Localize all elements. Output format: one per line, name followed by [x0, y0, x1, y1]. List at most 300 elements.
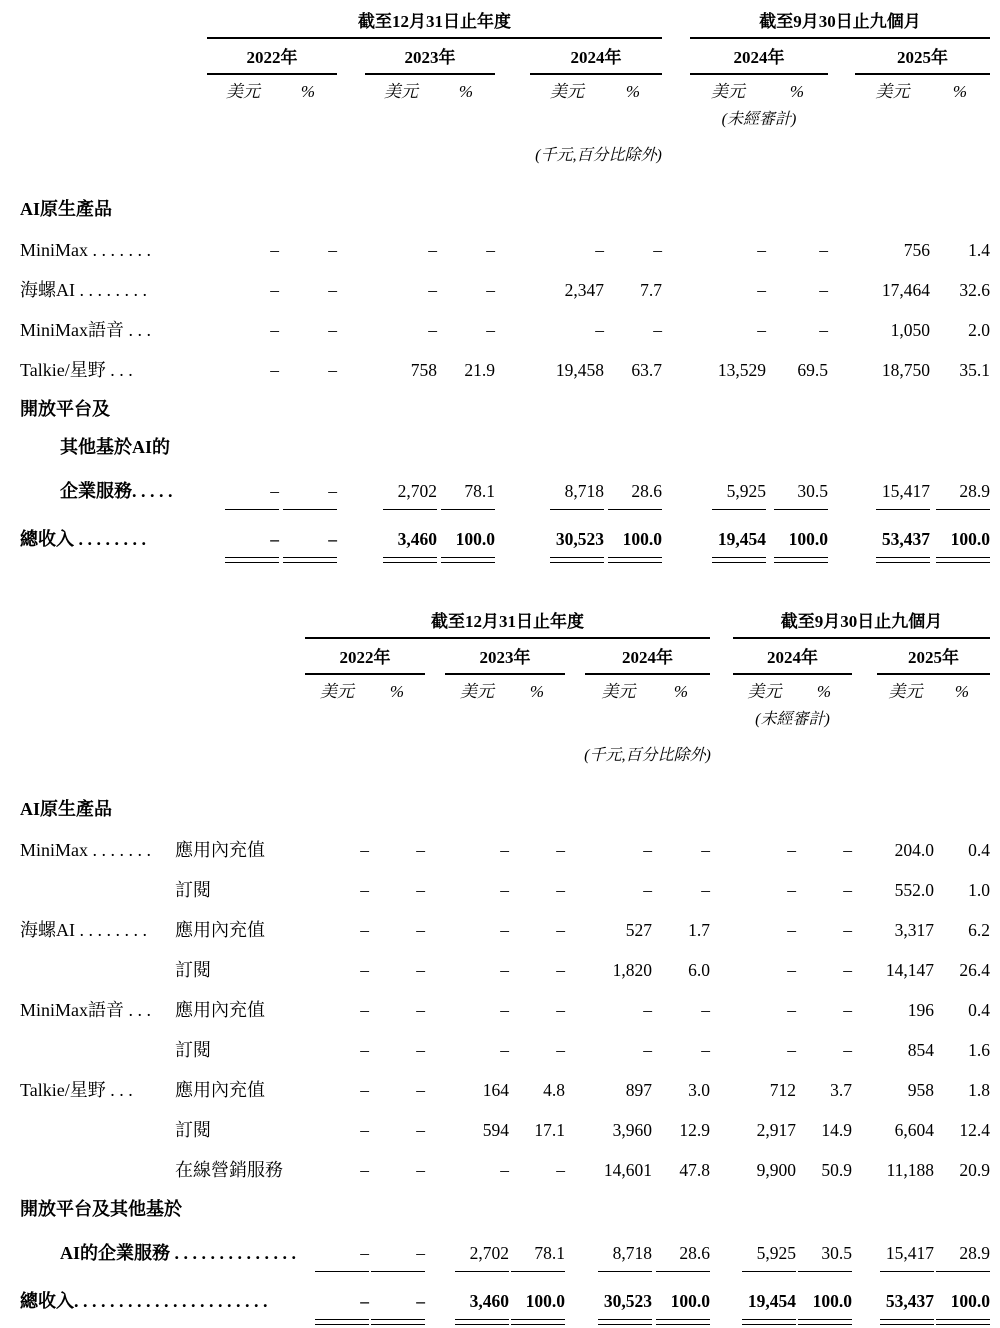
row-label: 海螺AI . . . . . . . . [20, 280, 147, 300]
spacer-cell [337, 74, 365, 106]
cell [585, 1150, 652, 1190]
cell [652, 990, 710, 1030]
cell-value: 2,702 [383, 483, 437, 511]
cell [934, 1070, 990, 1110]
cell-value: 18,750 [881, 359, 930, 380]
cell [733, 1070, 796, 1110]
cell [437, 350, 495, 390]
cell-value: 897 [625, 1079, 652, 1100]
cell [877, 910, 934, 950]
cell [305, 950, 369, 990]
spacer-cell [337, 38, 365, 74]
cell-value: – [701, 879, 710, 900]
cell [733, 990, 796, 1030]
cell-value: – [787, 959, 796, 980]
cell-value: – [843, 839, 852, 860]
spacer-cell [20, 74, 207, 106]
cell-value: – [360, 1159, 369, 1180]
spacer-cell [710, 674, 733, 706]
cell [877, 870, 934, 910]
cell-value: 8,718 [550, 483, 604, 511]
spacer-cell [852, 910, 877, 950]
table-row [20, 1150, 990, 1190]
spacer-cell [425, 830, 445, 870]
table-row [20, 390, 990, 428]
row-sublabel: 訂閱 [175, 1040, 211, 1060]
cell [604, 350, 662, 390]
spacer-cell [662, 6, 690, 38]
header-row-periods [20, 606, 990, 638]
cell [930, 350, 990, 390]
spacer-cell [425, 674, 445, 706]
cell-value: – [328, 239, 337, 260]
cell-value: 0.4 [968, 999, 991, 1020]
cell [934, 1228, 990, 1274]
period-annual-header: 截至12月31日止年度 [305, 606, 710, 638]
cell [733, 1274, 796, 1328]
cell-value: – [371, 1293, 425, 1321]
row-label [20, 1110, 175, 1150]
cell-value: – [360, 1119, 369, 1140]
usd-column-header: 美元 [601, 682, 636, 701]
year-header: 2024年 [690, 38, 828, 74]
cell [585, 1110, 652, 1150]
spacer-cell [425, 1274, 445, 1328]
spacer-cell [852, 674, 877, 706]
year-header: 2022年 [305, 638, 425, 674]
spacer-cell [20, 674, 305, 706]
pct-column-header: % [625, 82, 641, 101]
cell [279, 310, 337, 350]
cell [365, 310, 437, 350]
cell [796, 1030, 852, 1070]
spacer-cell [852, 1150, 877, 1190]
table-row [20, 270, 990, 310]
spacer-cell [495, 310, 530, 350]
cell-value: – [653, 239, 662, 260]
cell-value: – [787, 919, 796, 940]
row-label: MiniMax語音 . . . [20, 1000, 152, 1020]
cell [604, 466, 662, 512]
cell [365, 350, 437, 390]
spacer-cell [337, 350, 365, 390]
spacer-cell [710, 1110, 733, 1150]
spacer-cell [662, 38, 690, 74]
spacer-cell [337, 230, 365, 270]
cell [855, 270, 930, 310]
year-header: 2022年 [207, 38, 337, 74]
section-title: AI原生產品 [20, 799, 113, 819]
cell [530, 466, 604, 512]
cell [585, 1070, 652, 1110]
spacer-cell [852, 1110, 877, 1150]
cell-value: – [653, 319, 662, 340]
cell-value: 5,925 [712, 483, 766, 511]
spacer-cell [337, 512, 365, 566]
table-row [20, 230, 990, 270]
section-title: AI原生產品 [20, 199, 113, 219]
cell [369, 990, 425, 1030]
cell [509, 1110, 565, 1150]
cell [934, 1274, 990, 1328]
cell [437, 270, 495, 310]
cell-value: 28.9 [936, 1245, 990, 1273]
cell [369, 910, 425, 950]
cell-value: 6,604 [894, 1119, 934, 1140]
spacer-cell [425, 1228, 445, 1274]
cell-value: – [595, 239, 604, 260]
cell-value: – [328, 279, 337, 300]
cell [766, 230, 828, 270]
cell [796, 1274, 852, 1328]
cell [305, 990, 369, 1030]
table-row [20, 950, 990, 990]
cell [369, 1228, 425, 1274]
cell-value: – [757, 239, 766, 260]
cell-value: 1.6 [968, 1039, 991, 1060]
table-row [20, 428, 990, 466]
revenue-by-monetization-section [20, 606, 1000, 1328]
spacer-cell [710, 1274, 733, 1328]
pct-column-header: % [529, 682, 545, 701]
cell-value: 2,917 [756, 1119, 796, 1140]
cell [445, 990, 509, 1030]
row-sublabel: 訂閱 [175, 1120, 211, 1140]
cell-value: – [701, 999, 710, 1020]
cell [207, 350, 279, 390]
year-header: 2024年 [530, 38, 662, 74]
cell-value: 14,147 [885, 959, 934, 980]
spacer-cell [710, 950, 733, 990]
table-row [20, 1274, 990, 1328]
spacer-cell [20, 606, 305, 638]
year-header: 2025年 [877, 638, 990, 674]
cell [930, 230, 990, 270]
cell-value: – [416, 1079, 425, 1100]
cell-value: – [360, 879, 369, 900]
cell-value: – [428, 319, 437, 340]
cell [796, 870, 852, 910]
spacer-cell [337, 270, 365, 310]
row-label: AI的企業服務 . . . . . . . . . . . . . . [60, 1243, 297, 1263]
cell [934, 830, 990, 870]
cell-value: – [486, 239, 495, 260]
spacer-cell [710, 1150, 733, 1190]
cell-value: 100.0 [608, 531, 662, 559]
cell-value: 7.7 [640, 279, 662, 300]
cell-value: 26.4 [959, 959, 991, 980]
row-label: 企業服務. . . . . [60, 481, 173, 501]
row-label: 其他基於AI的 [60, 437, 171, 457]
period-annual-header: 截至12月31日止年度 [207, 6, 662, 38]
row-label: MiniMax語音 . . . [20, 320, 152, 340]
row-sublabel: 應用內充值 [175, 1080, 265, 1100]
cell [305, 910, 369, 950]
cell-value: – [595, 319, 604, 340]
cell [796, 1070, 852, 1110]
cell-value: 32.6 [959, 279, 991, 300]
header-row-periods [20, 6, 990, 38]
cell-value: 100.0 [511, 1293, 565, 1321]
cell [604, 270, 662, 310]
cell-value: 100.0 [656, 1293, 710, 1321]
table-row [20, 830, 990, 870]
spacer-cell [495, 74, 530, 106]
cell-value: – [500, 839, 509, 860]
cell-value: 552.0 [894, 879, 934, 900]
year-header: 2024年 [733, 638, 852, 674]
spacer-cell [852, 1274, 877, 1328]
cell-value: 30.5 [774, 483, 828, 511]
row-sublabel: 在線營銷服務 [175, 1160, 283, 1180]
cell-value: 3,460 [383, 531, 437, 559]
cell [733, 830, 796, 870]
cell-value: – [787, 839, 796, 860]
cell [930, 466, 990, 512]
spacer-cell [852, 1030, 877, 1070]
cell [437, 466, 495, 512]
cell [652, 830, 710, 870]
cell [652, 1030, 710, 1070]
row-label [20, 870, 175, 910]
cell-value: – [757, 279, 766, 300]
spacer-cell [828, 270, 855, 310]
pct-column-header: % [954, 682, 970, 701]
cell-value: – [225, 531, 279, 559]
spacer-cell [20, 638, 305, 674]
table-row [20, 310, 990, 350]
cell-value: 3.7 [830, 1079, 852, 1100]
spacer-cell [710, 830, 733, 870]
spacer-cell [828, 310, 855, 350]
pct-column-header: % [816, 682, 832, 701]
period-nine-months-header: 截至9月30日止九個月 [690, 6, 990, 38]
cell [930, 270, 990, 310]
cell [690, 230, 766, 270]
cell-value: – [787, 999, 796, 1020]
table-row [20, 1030, 990, 1070]
spacer-cell [565, 1150, 585, 1190]
row-label: 總收入. . . . . . . . . . . . . . . . . . . . . . [20, 1291, 268, 1311]
cell [690, 310, 766, 350]
revenue-by-monetization-table [20, 606, 990, 1328]
cell [585, 950, 652, 990]
cell-value: – [360, 959, 369, 980]
revenue-by-product-section [20, 6, 1000, 566]
cell-value: – [360, 999, 369, 1020]
pct-column-header: % [789, 82, 805, 101]
cell-value: – [270, 239, 279, 260]
cell [652, 1070, 710, 1110]
cell [365, 466, 437, 512]
cell-value: – [556, 919, 565, 940]
cell [690, 466, 766, 512]
spacer-cell [20, 132, 207, 170]
header-row-units [20, 674, 990, 706]
usd-column-header: 美元 [888, 682, 923, 701]
cell [365, 270, 437, 310]
cell-value: 78.1 [511, 1245, 565, 1273]
cell-value: – [328, 359, 337, 380]
spacer-cell [565, 870, 585, 910]
cell-value: 758 [410, 359, 437, 380]
cell [279, 270, 337, 310]
cell [509, 1274, 565, 1328]
cell-value: 3.0 [688, 1079, 710, 1100]
cell [855, 350, 930, 390]
cell [305, 1030, 369, 1070]
cell [855, 466, 930, 512]
cell-value: 2,347 [564, 279, 604, 300]
cell-value: – [556, 839, 565, 860]
table-row [20, 770, 990, 830]
header-row-note [20, 732, 990, 770]
table-row [20, 466, 990, 512]
cell-value: 30.5 [798, 1245, 852, 1273]
cell-value: – [416, 1119, 425, 1140]
spacer-cell [710, 990, 733, 1030]
cell-value: – [556, 1039, 565, 1060]
cell-value: – [757, 319, 766, 340]
spacer-cell [662, 74, 690, 106]
spacer-cell [710, 1030, 733, 1070]
cell-value: – [360, 839, 369, 860]
spacer-cell [852, 706, 990, 732]
cell-value: – [270, 359, 279, 380]
cell-value: – [701, 1039, 710, 1060]
cell [530, 270, 604, 310]
cell-value: – [819, 239, 828, 260]
cell [934, 910, 990, 950]
cell-value: – [819, 319, 828, 340]
header-row-unaudited [20, 706, 990, 732]
cell [604, 512, 662, 566]
cell [369, 1150, 425, 1190]
cell [652, 1150, 710, 1190]
spacer-cell [662, 310, 690, 350]
cell-value: – [500, 999, 509, 1020]
cell-value: 854 [907, 1039, 934, 1060]
table-row [20, 910, 990, 950]
cell [796, 1110, 852, 1150]
cell-value: – [701, 839, 710, 860]
cell [509, 1070, 565, 1110]
table-row [20, 512, 990, 566]
cell [855, 230, 930, 270]
row-label: 開放平台及其他基於 [20, 1199, 182, 1219]
usd-column-header: 美元 [747, 682, 782, 701]
cell [279, 230, 337, 270]
cell [690, 270, 766, 310]
units-note: (千元,百分比除外) [535, 147, 662, 164]
row-label: Talkie/星野 . . . [20, 1080, 133, 1100]
cell [877, 1228, 934, 1274]
header-row-units [20, 74, 990, 106]
row-label: MiniMax . . . . . . . [20, 240, 152, 260]
cell [604, 230, 662, 270]
table-row [20, 990, 990, 1030]
cell [207, 230, 279, 270]
cell [530, 512, 604, 566]
spacer-cell [662, 350, 690, 390]
cell-value: 21.9 [464, 359, 495, 380]
cell [509, 1030, 565, 1070]
cell [279, 512, 337, 566]
row-label [20, 1030, 175, 1070]
cell-value: 14.9 [821, 1119, 852, 1140]
spacer-cell [495, 466, 530, 512]
cell-value: – [556, 999, 565, 1020]
cell-value: 20.9 [959, 1159, 991, 1180]
spacer-cell [495, 270, 530, 310]
spacer-cell [828, 106, 990, 132]
cell-value: 14,601 [603, 1159, 652, 1180]
spacer-cell [20, 38, 207, 74]
cell-value: 12.9 [679, 1119, 710, 1140]
usd-column-header: 美元 [320, 682, 354, 701]
cell-value: 19,454 [712, 531, 766, 559]
cell-value: – [843, 919, 852, 940]
spacer-cell [828, 466, 855, 512]
cell [877, 1274, 934, 1328]
cell [733, 1228, 796, 1274]
cell [877, 1030, 934, 1070]
cell [766, 512, 828, 566]
cell [585, 830, 652, 870]
cell [369, 830, 425, 870]
table-row [20, 870, 990, 910]
cell-value: 3,317 [894, 919, 934, 940]
spacer-cell [662, 230, 690, 270]
cell [877, 950, 934, 990]
cell-value: 9,900 [756, 1159, 796, 1180]
cell [369, 1274, 425, 1328]
spacer-cell [710, 606, 733, 638]
cell-value: – [819, 279, 828, 300]
cell-value: – [643, 1039, 652, 1060]
cell-value: 19,454 [742, 1293, 796, 1321]
cell [530, 350, 604, 390]
cell-value: – [486, 279, 495, 300]
cell [934, 1110, 990, 1150]
cell-value: – [360, 1079, 369, 1100]
spacer-cell [337, 310, 365, 350]
header-row-unaudited [20, 106, 990, 132]
spacer-cell [495, 38, 530, 74]
cell [930, 310, 990, 350]
cell-value: – [843, 1039, 852, 1060]
cell [279, 466, 337, 512]
cell [934, 950, 990, 990]
spacer-cell [565, 1030, 585, 1070]
cell-value: – [360, 1039, 369, 1060]
cell [369, 950, 425, 990]
spacer-cell [425, 638, 445, 674]
cell-value: – [486, 319, 495, 340]
cell-value: 958 [907, 1079, 934, 1100]
spacer-cell [425, 1150, 445, 1190]
spacer-cell [425, 870, 445, 910]
cell [766, 310, 828, 350]
cell-value: – [556, 1159, 565, 1180]
cell-value: 3,460 [455, 1293, 509, 1321]
cell [369, 870, 425, 910]
cell [585, 1274, 652, 1328]
cell-value: 5,925 [742, 1245, 796, 1273]
year-header: 2023年 [445, 638, 565, 674]
cell [305, 870, 369, 910]
cell-value: – [416, 1039, 425, 1060]
